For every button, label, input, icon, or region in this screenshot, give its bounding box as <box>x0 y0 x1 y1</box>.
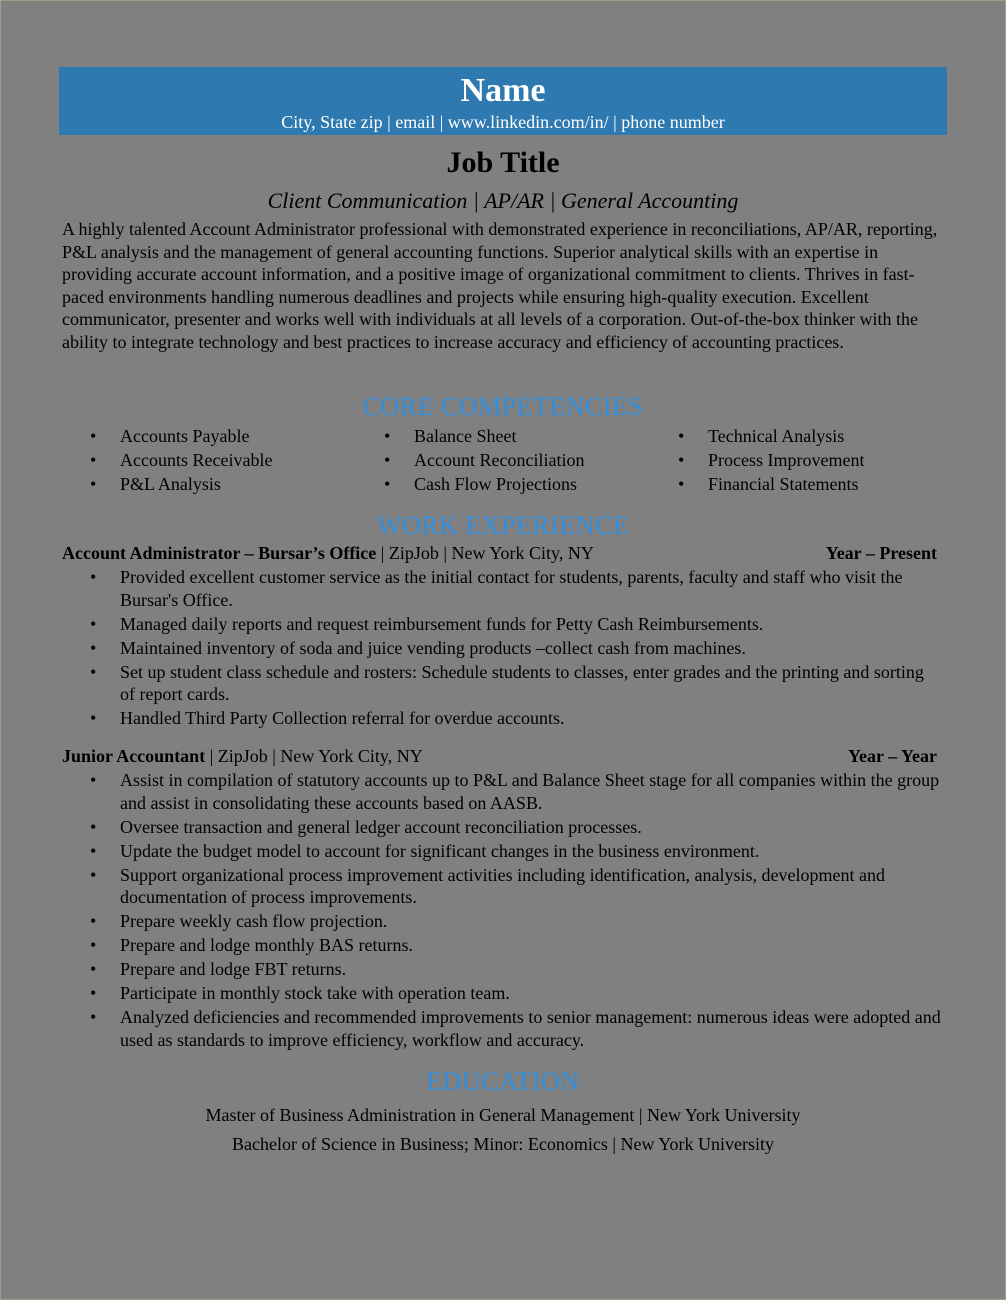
list-item: • Participate in monthly stock take with operation team. <box>90 983 510 1004</box>
education-entry: Bachelor of Science in Business; Minor: Economics | New York University <box>231 1134 775 1154</box>
job-header <box>62 744 937 768</box>
job-details: | ZipJob | New York City, NY <box>376 543 594 563</box>
bullet-icon: • <box>90 816 97 837</box>
bullet-icon: • <box>90 911 97 932</box>
list-item: • Prepare and lodge FBT returns. <box>90 959 347 980</box>
job-details: | ZipJob | New York City, NY <box>205 746 423 766</box>
education-entry: Master of Business Administration in General Management | New York University <box>205 1105 801 1125</box>
list-item: • Set up student class schedule and rosters: Schedule students to classes, enter grades and the printing and sorting of report cards. <box>90 661 924 705</box>
job-title-role: Junior Accountant <box>62 746 206 766</box>
list-item: • Prepare weekly cash flow projection. <box>90 911 388 932</box>
work-experience-heading: WORK EXPERIENCE <box>376 511 630 540</box>
bullet-icon: • <box>90 567 97 587</box>
list-item: • Balance Sheet <box>384 426 517 446</box>
bullet-icon: • <box>90 1007 97 1028</box>
bullet-icon: • <box>90 770 97 790</box>
list-item: • Provided excellent customer service as the initial contact for students, parents, faculty and staff who visit the Bursar's Office. <box>90 567 903 610</box>
bullet-icon: • <box>678 426 685 446</box>
list-item: • Handled Third Party Collection referral for overdue accounts. <box>90 708 565 729</box>
bullet-icon: • <box>90 983 97 1004</box>
job-dates: Year – Year <box>848 746 937 766</box>
bullet-icon: • <box>90 637 97 658</box>
core-competencies-heading: CORE COMPETENCIES <box>362 392 644 421</box>
summary-paragraph: A highly talented Account Administrator professional with demonstrated experience in reconciliations, AP/AR, reporting, P&L analysis and the management of general accounting functions. Superior analytical skills with an expertise in providing accurate account information, and a positive image of organizational commitment to clients. Thrives in fast-paced environments handling numerous deadlines and projects while ensuring high-quality execution. Excellent communicator, presenter and works well with individuals at all levels of a corporation. Out-of-the-box thinker with the ability to integrate technology and best practices to increase accuracy and efficiency of accounting practices. <box>62 219 938 352</box>
list-item: • P&L Analysis <box>90 474 221 494</box>
list-item: • Prepare and lodge monthly BAS returns. <box>90 935 413 956</box>
bullet-icon: • <box>90 474 97 494</box>
list-item: • Cash Flow Projections <box>384 474 578 494</box>
job-bullets <box>62 769 942 1053</box>
competency-column-3 <box>650 424 864 496</box>
list-item: • Accounts Receivable <box>90 450 273 470</box>
list-item: • Update the budget model to account for significant changes in the business environment. <box>90 840 760 861</box>
bullet-icon: • <box>90 661 97 682</box>
list-item: • Oversee transaction and general ledger account reconciliation processes. <box>90 816 642 837</box>
list-item: • Managed daily reports and request reimbursement funds for Petty Cash Reimbursements. <box>90 613 764 634</box>
list-item: • Financial Statements <box>678 474 859 494</box>
bullet-icon: • <box>90 708 97 729</box>
bullet-icon: • <box>678 474 685 494</box>
education-heading: EDUCATION <box>426 1067 580 1096</box>
bullet-icon: • <box>90 864 97 885</box>
list-item: • Account Reconciliation <box>384 450 585 470</box>
bullet-icon: • <box>90 959 97 980</box>
job-title: Job Title <box>446 146 560 179</box>
job-title-role: Account Administrator – Bursar’s Office <box>62 543 377 563</box>
bullet-icon: • <box>90 840 97 861</box>
bullet-icon: • <box>678 450 685 470</box>
list-item: • Accounts Payable <box>90 426 250 446</box>
list-item: • Support organizational process improvement activities including identification, analysis, development and documentation of process improvements. <box>90 864 885 908</box>
bullet-icon: • <box>90 613 97 634</box>
bullet-icon: • <box>90 426 97 446</box>
competency-column-2 <box>356 424 584 496</box>
competency-column-1 <box>62 424 272 496</box>
list-item: • Technical Analysis <box>678 426 845 446</box>
bullet-icon: • <box>384 450 391 470</box>
contact-line: City, State zip | email | www.linkedin.com/in/ | phone number <box>281 112 725 132</box>
specialties-line: Client Communication | AP/AR | General Accounting <box>267 188 739 213</box>
bullet-icon: • <box>384 426 391 446</box>
list-item: • Analyzed deficiencies and recommended improvements to senior management: numerous ideas were adopted and used as standards to improve efficiency, workflow and accuracy. <box>90 1007 941 1050</box>
list-item: • Process Improvement <box>678 450 865 470</box>
list-item: • Maintained inventory of soda and juice vending products –collect cash from machines. <box>90 637 746 658</box>
list-item: • Assist in compilation of statutory accounts up to P&L and Balance Sheet stage for all companies within the group and assist in consolidating these accounts based on AASB. <box>90 770 940 813</box>
candidate-name: Name <box>460 72 546 109</box>
job-bullets <box>62 566 942 731</box>
bullet-icon: • <box>90 450 97 470</box>
job-header <box>62 541 937 565</box>
job-dates: Year – Present <box>825 543 937 563</box>
bullet-icon: • <box>90 935 97 956</box>
bullet-icon: • <box>384 474 391 494</box>
header-bar <box>59 67 947 135</box>
